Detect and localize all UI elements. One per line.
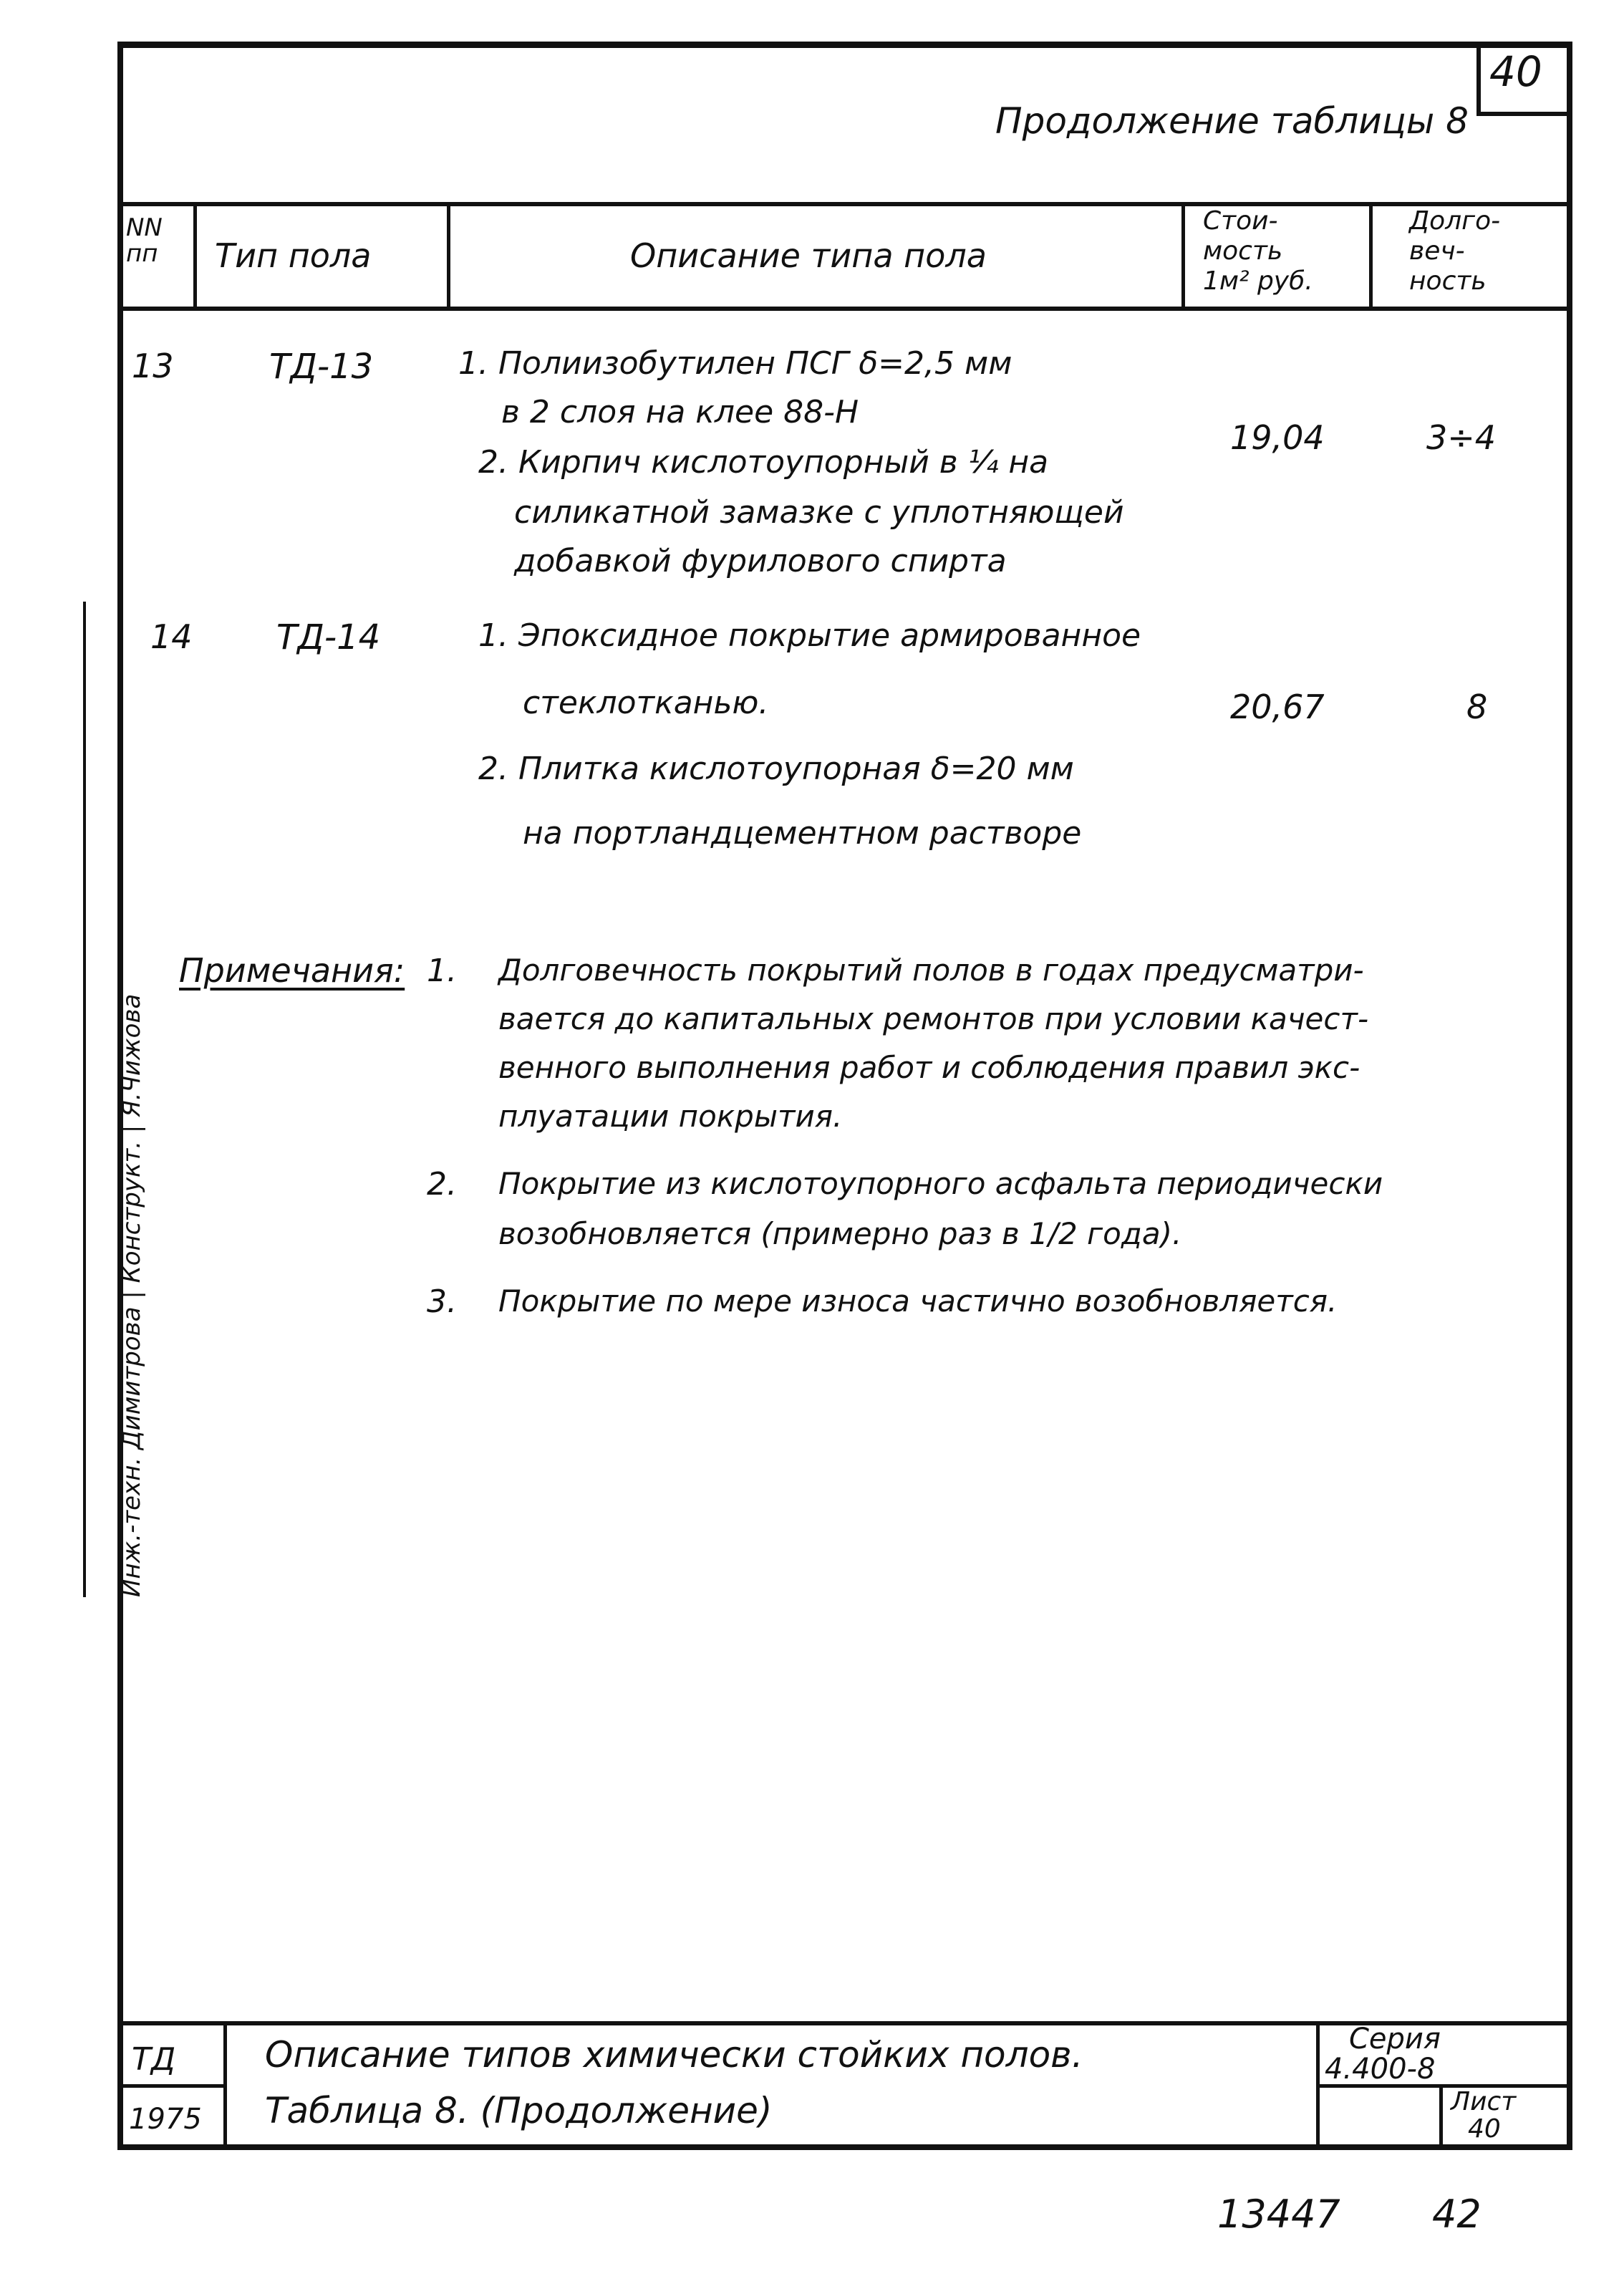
- table-col-divider: [193, 202, 197, 311]
- table-col-divider: [1369, 202, 1373, 311]
- note-1-num: 1.: [427, 953, 457, 989]
- title-block-sheet-label: Лист: [1451, 2087, 1517, 2116]
- title-block-title-line1: Описание типов химически стойких полов.: [265, 2034, 1083, 2076]
- title-block-series-value: 4.400-8: [1325, 2053, 1436, 2086]
- note-1-line: вается до капитальных ремонтов при условии качест-: [498, 1001, 1369, 1036]
- title-block-title-line2: Таблица 8. (Продолжение): [265, 2090, 773, 2131]
- row-14-desc-line: 1. Эпоксидное покрытие армированное: [478, 617, 1141, 654]
- table-header-top-line: [117, 202, 1572, 206]
- bottom-page-number: 42: [1432, 2192, 1482, 2237]
- row-14-desc-line: стеклотканью.: [523, 685, 769, 721]
- row-14-cost: 20,67: [1230, 688, 1325, 726]
- note-1-line: венного выполнения работ и соблюдения правил экс-: [498, 1050, 1360, 1085]
- side-stamp-text: Инж.-техн. Димитрова | Конструкт. | Я.Чижова: [117, 993, 146, 1597]
- row-13-durability: 3÷4: [1426, 418, 1497, 457]
- title-block-code: ТД: [132, 2041, 176, 2078]
- header-description: Описание типа пола: [630, 236, 987, 275]
- note-2-line: Покрытие из кислотоупорного асфальта периодически: [498, 1166, 1383, 1201]
- title-block-divider: [1439, 2084, 1443, 2150]
- row-14-durability: 8: [1466, 688, 1488, 726]
- header-durability: Долго- веч- ность: [1409, 206, 1501, 296]
- note-2-num: 2.: [427, 1166, 457, 1203]
- side-stamp: [77, 602, 146, 1597]
- row-13-desc-line: добавкой фурилового спирта: [514, 543, 1007, 579]
- note-1-line: Долговечность покрытий полов в годах предусматри-: [498, 953, 1364, 988]
- row-13-cost: 19,04: [1230, 418, 1325, 457]
- row-13-desc-line: силикатной замазке с уплотняющей: [514, 494, 1124, 531]
- title-block-divider: [223, 2021, 227, 2150]
- title-block-year: 1975: [129, 2103, 202, 2136]
- bottom-archive-number: 13447: [1217, 2192, 1340, 2237]
- row-14-desc-line: на портландцементном растворе: [523, 815, 1082, 852]
- table-col-divider: [1181, 202, 1185, 311]
- note-3-num: 3.: [427, 1283, 457, 1320]
- row-13-type: ТД-13: [269, 347, 374, 387]
- row-13-desc-line: в 2 слоя на клее 88-Н: [501, 394, 859, 430]
- title-block-divider: [1316, 2021, 1320, 2150]
- title-block-sheet-value: 40: [1468, 2114, 1501, 2144]
- header-cost: Стои- мость 1м² руб.: [1203, 206, 1313, 296]
- title-block-inner-line: [117, 2084, 226, 2088]
- header-num: NN пп: [126, 213, 163, 268]
- note-2-line: возобновляется (примерно раз в 1/2 года).: [498, 1216, 1182, 1251]
- row-14-num: 14: [150, 617, 193, 656]
- row-13-desc-line: 1. Полиизобутилен ПСГ δ=2,5 мм: [458, 345, 1012, 382]
- table-col-divider: [447, 202, 450, 311]
- title-block-series-label: Серия: [1349, 2023, 1441, 2056]
- header-floor-type: Тип пола: [215, 236, 372, 275]
- sheet-corner-number: 40: [1489, 47, 1542, 96]
- row-14-type: ТД-14: [276, 617, 381, 657]
- note-3-line: Покрытие по мере износа частично возобновляется.: [498, 1283, 1338, 1319]
- notes-heading: Примечания:: [179, 951, 405, 990]
- row-13-desc-line: 2. Кирпич кислотоупорный в ¼ на: [478, 444, 1049, 481]
- continuation-title: Продолжение таблицы 8: [995, 100, 1469, 142]
- row-14-desc-line: 2. Плитка кислотоупорная δ=20 мм: [478, 751, 1074, 787]
- note-1-line: плуатации покрытия.: [498, 1099, 843, 1134]
- row-13-num: 13: [132, 347, 174, 385]
- table-header-bottom-line: [117, 307, 1572, 311]
